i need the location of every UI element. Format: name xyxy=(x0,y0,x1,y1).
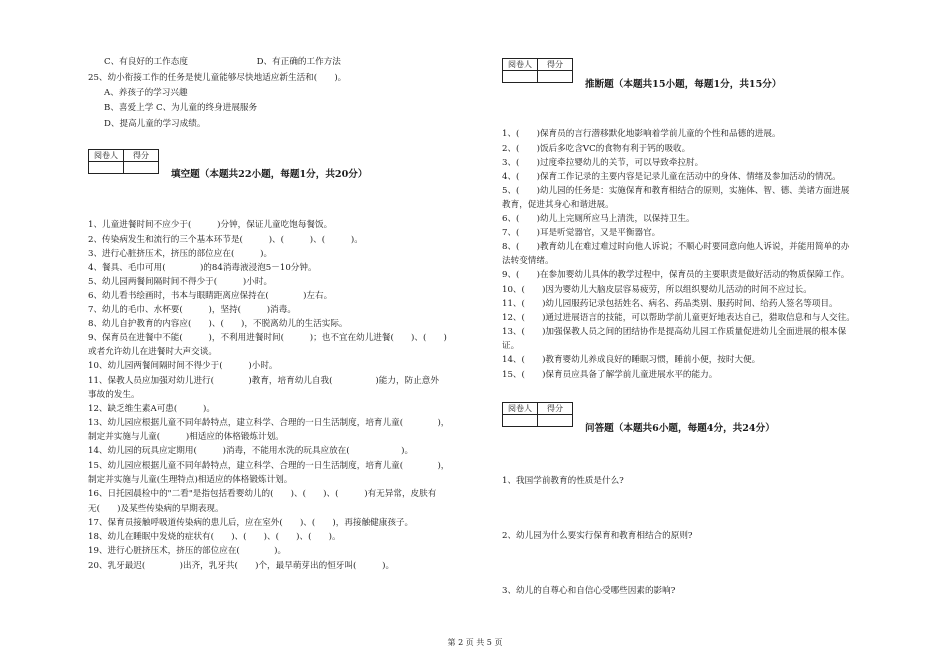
qa-question: 3、幼儿的自尊心和自信心受哪些因素的影响? xyxy=(502,586,676,596)
question-line: 11、保教人员应加强对幼儿进行( )教育，培育幼儿自我( )能力，防止意外 xyxy=(88,376,439,386)
score-label: 得分 xyxy=(538,403,573,415)
question-line: 11、( )幼儿园服药记录包括姓名、病名、药品类别、服药时间、给药人签名等项目。 xyxy=(502,299,838,309)
question-line: 证。 xyxy=(502,341,520,351)
reviewer-label: 阅卷人 xyxy=(503,59,538,71)
score-cell xyxy=(124,162,159,174)
option-line: D、提高儿童的学习成绩。 xyxy=(104,119,206,129)
question-line: 14、幼儿园的玩具应定期用( )消毒，不能用水洗的玩具应放在( )。 xyxy=(88,446,414,456)
question-line: 3、进行心脏挤压术，挤压的部位应在( )。 xyxy=(88,249,273,259)
question-line: 7、幼儿的毛巾、水杯要( )，坚持( )消毒。 xyxy=(88,305,296,315)
question-line: 12、缺乏维生素A可患( )。 xyxy=(88,404,215,414)
qa-question: 1、我国学前教育的性质是什么? xyxy=(502,476,624,486)
question-line: 1、( )保育员的言行潜移默化地影响着学前儿童的个性和品德的进展。 xyxy=(502,129,781,139)
reviewer-label: 阅卷人 xyxy=(89,150,124,162)
score-label: 得分 xyxy=(538,59,573,71)
reviewer-cell xyxy=(503,415,538,427)
question-line: 17、保育员接触呼吸道传染病的患儿后，应在室外( )、( )，再接触健康孩子。 xyxy=(88,518,414,528)
page-number-footer: 第 2 页 共 5 页 xyxy=(447,638,503,647)
question-line: 20、乳牙最迟( )出齐，乳牙共( )个，最早萌芽出的恒牙叫( )。 xyxy=(88,561,395,571)
section-title-fill-in: 填空题（本题共22小题，每题1分，共20分） xyxy=(171,169,368,180)
question-line: 14、( )教育婴幼儿养成良好的睡眠习惯，睡前小便，按时大便。 xyxy=(502,355,761,365)
reviewer-label: 阅卷人 xyxy=(503,403,538,415)
question-line: 9、保育员在进餐中不能( )，不利用进餐时间( )；也不宜在幼儿进餐( )、( ) xyxy=(88,333,447,343)
question-line: 4、( )保育工作记录的主要内容是记录儿童在活动中的身体、情绪及参加活动的情况。 xyxy=(502,172,841,182)
question-line: 19、进行心脏挤压术，挤压的部位应在( )。 xyxy=(88,546,287,556)
option-line: A、养孩子的学习兴趣 xyxy=(104,88,188,98)
question-line: 6、幼儿看书绘画时，书本与眼睛距离应保持在( )左右。 xyxy=(88,291,333,301)
question-line: 18、幼儿在睡眠中发烧的症状有( )、( )、( )、( )。 xyxy=(88,532,341,542)
score-box xyxy=(88,149,159,174)
question-line: 13、幼儿园应根据儿童不同年龄特点，建立科学、合理的一日生活制度，培育儿童( )， xyxy=(88,418,450,428)
question-line: 6、( )幼儿上完厕所应马上清洗，以保持卫生。 xyxy=(502,214,695,224)
question-line: 制定并实施与儿童( )相适应的体格锻炼计划。 xyxy=(88,432,284,442)
score-box xyxy=(502,402,573,427)
option-line: B、喜爱上学 C、为儿童的终身进展服务 xyxy=(104,103,258,113)
question-line: 13、( )加强保教人员之间的团结协作是提高幼儿园工作质量促进幼儿全面进展的根本保 xyxy=(502,327,847,337)
question-line: 10、( )因为婴幼儿大脑皮层容易疲劳，所以组织婴幼儿活动的时间不应过长。 xyxy=(502,285,812,295)
question-line: 5、幼儿园两餐间隔时间不得少于( )小时。 xyxy=(88,277,273,287)
section-title-judgement: 推断题（本题共15小题，每题1分，共15分） xyxy=(585,79,782,90)
question-line: 25、幼小衔接工作的任务是使儿童能够尽快地适应新生活和( )。 xyxy=(88,73,347,83)
question-line: 16、日托园晨检中的"二看"是指包括看婴幼儿的( )、( )、( )有无异常，皮肤有 xyxy=(88,489,437,499)
question-line: 15、幼儿园应根据儿童不同年龄特点，建立科学、合理的一日生活制度，培育儿童( )， xyxy=(88,461,450,471)
score-cell xyxy=(538,71,573,83)
question-line: 7、( )耳是听觉器官，又是平衡器官。 xyxy=(502,228,661,238)
question-line: 2、( )饭后多吃含VC的食物有利于钙的吸收。 xyxy=(502,144,691,154)
reviewer-cell xyxy=(89,162,124,174)
question-line: 12、( )通过进展语言的技能，可以帮助学前儿童更好地表达自己，猎取信息和与人交往。 xyxy=(502,313,855,323)
question-line: 制定并实施与儿童(生理特点)相适应的体格锻炼计划。 xyxy=(88,475,293,485)
option-line: C、有良好的工作态度 D、有正确的工作方法 xyxy=(104,57,341,67)
question-line: 9、( )在参加婴幼儿具体的教学过程中，保育员的主要职责是做好活动的物质保障工作。 xyxy=(502,270,850,280)
question-line: 8、( )教育幼儿在难过难过时向他人诉说；不顺心时要同意向他人诉说，并能用简单的办 xyxy=(502,242,850,252)
question-line: 4、餐具、毛巾可用( )的84消毒液浸泡5－10分钟。 xyxy=(88,263,317,273)
score-cell xyxy=(538,415,573,427)
question-line: 事故的发生。 xyxy=(88,390,140,400)
question-line: 无( )及某些传染病的早期表现。 xyxy=(88,504,224,514)
question-line: 3、( )过度牵拉婴幼儿的关节，可以导致牵拉肘。 xyxy=(502,158,704,168)
question-line: 1、儿童进餐时间不应少于( )分钟，保证儿童吃饱每餐饭。 xyxy=(88,220,333,230)
score-box xyxy=(502,58,573,83)
qa-question: 2、幼儿园为什么要实行保育和教育相结合的原则? xyxy=(502,531,693,541)
question-line: 15、( )保育员应具备了解学前儿童进展水平的能力。 xyxy=(502,370,718,380)
question-line: 8、幼儿自护教育的内容应( )、( )，不脱离幼儿的生活实际。 xyxy=(88,319,348,329)
question-line: 5、( )幼儿园的任务是：实施保育和教育相结合的原则，实施体、智、德、美诸方面进展 xyxy=(502,186,850,196)
question-line: 2、传染病发生和流行的三个基本环节是( )、( )、( )。 xyxy=(88,235,363,245)
score-label: 得分 xyxy=(124,150,159,162)
question-line: 或者允许幼儿在进餐时大声交谈。 xyxy=(88,347,217,357)
section-title-qa: 问答题（本题共6小题，每题4分，共24分） xyxy=(585,423,775,434)
reviewer-cell xyxy=(503,71,538,83)
question-line: 10、幼儿园两餐间隔时间不得少于( )小时。 xyxy=(88,361,278,371)
question-line: 教育，促进其身心和谐进展。 xyxy=(502,200,614,210)
question-line: 法转变情绪。 xyxy=(502,256,554,266)
